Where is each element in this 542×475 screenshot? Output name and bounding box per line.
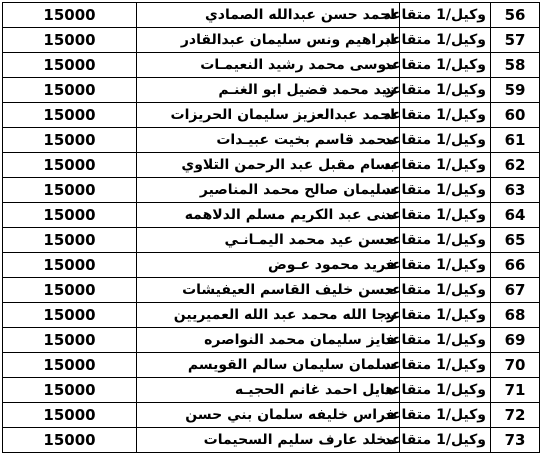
table-row (3, 353, 540, 378)
amount-cell: 15000 (3, 178, 137, 203)
rank-cell: وكيل/1 متقاعد (400, 153, 491, 178)
row-number-cell: 68 (491, 303, 540, 328)
table-row (3, 178, 540, 203)
rank-cell: وكيل/1 متقاعد (400, 253, 491, 278)
amount-cell: 15000 (3, 103, 137, 128)
row-number-cell: 72 (491, 403, 540, 428)
amount-cell: 15000 (3, 428, 137, 453)
name-cell: سلمان سليمان سالم القويسم (137, 353, 400, 378)
table-row (3, 78, 540, 103)
name-cell: منى عبد الكريم مسلم الدلاهمه (137, 203, 400, 228)
table-row (3, 103, 540, 128)
name-cell: مخلد عارف سليم السحيمات (137, 428, 400, 453)
amount-cell: 15000 (3, 53, 137, 78)
rank-cell: وكيل/1 متقاعد (400, 78, 491, 103)
table-row (3, 53, 540, 78)
name-cell: زيد محمد فضيل ابو الغنـم (137, 78, 400, 103)
table-row (3, 378, 540, 403)
row-number-cell: 62 (491, 153, 540, 178)
row-number-cell: 60 (491, 103, 540, 128)
row-number-cell: 65 (491, 228, 540, 253)
name-cell: حسن عيد محمد اليمـانـي (137, 228, 400, 253)
amount-cell: 15000 (3, 153, 137, 178)
amount-cell: 15000 (3, 128, 137, 153)
amount-cell: 15000 (3, 303, 137, 328)
rank-cell: وكيل/1 متقاعد (400, 328, 491, 353)
row-number-cell: 57 (491, 28, 540, 53)
row-number-cell: 69 (491, 328, 540, 353)
table-row (3, 28, 540, 53)
table-row (3, 303, 540, 328)
rank-cell: وكيل/1 متقاعد (400, 53, 491, 78)
row-number-cell: 67 (491, 278, 540, 303)
amount-cell: 15000 (3, 228, 137, 253)
row-number-cell: 61 (491, 128, 540, 153)
amount-cell: 15000 (3, 78, 137, 103)
rank-cell: وكيل/1 متقاعد (400, 403, 491, 428)
rank-cell: وكيل/1 متقاعد (400, 3, 491, 28)
name-cell: حسن خليف القاسم العيفيشات (137, 278, 400, 303)
row-number-cell: 59 (491, 78, 540, 103)
row-number-cell: 64 (491, 203, 540, 228)
table-row (3, 153, 540, 178)
amount-cell: 15000 (3, 28, 137, 53)
row-number-cell: 71 (491, 378, 540, 403)
name-cell: بسام مقبل عبد الرحمن التلاوي (137, 153, 400, 178)
rank-cell: وكيل/1 متقاعد (400, 428, 491, 453)
table-row (3, 3, 540, 28)
table-row (3, 428, 540, 453)
rank-cell: وكيل/1 متقاعد (400, 303, 491, 328)
amount-cell: 15000 (3, 253, 137, 278)
amount-cell: 15000 (3, 278, 137, 303)
rank-cell: وكيل/1 متقاعد (400, 128, 491, 153)
row-number-cell: 70 (491, 353, 540, 378)
amount-cell: 15000 (3, 403, 137, 428)
rank-cell: وكيل/1 متقاعد (400, 228, 491, 253)
table-row (3, 278, 540, 303)
name-cell: هايل احمد غانم الحجيـه (137, 378, 400, 403)
table-row (3, 203, 540, 228)
name-cell: سليمان صالح محمد المناصير (137, 178, 400, 203)
rank-cell: وكيل/1 متقاعد (400, 378, 491, 403)
row-number-cell: 73 (491, 428, 540, 453)
name-cell: ابراهيم ونس سليمان عبدالقادر (137, 28, 400, 53)
rank-cell: وكيل/1 متقاعد (400, 28, 491, 53)
rank-cell: وكيل/1 متقاعد (400, 203, 491, 228)
name-cell: موسى محمد رشيد النعيمـات (137, 53, 400, 78)
row-number-cell: 58 (491, 53, 540, 78)
roster-table (2, 2, 540, 453)
row-number-cell: 63 (491, 178, 540, 203)
roster-table-body (3, 3, 540, 453)
table-row (3, 403, 540, 428)
rank-cell: وكيل/1 متقاعد (400, 103, 491, 128)
rank-cell: وكيل/1 متقاعد (400, 278, 491, 303)
name-cell: محمد قاسم بخيت عبيـدات (137, 128, 400, 153)
name-cell: فراس خليفه سلمان بني حسن (137, 403, 400, 428)
amount-cell: 15000 (3, 378, 137, 403)
rank-cell: وكيل/1 متقاعد (400, 178, 491, 203)
amount-cell: 15000 (3, 203, 137, 228)
name-cell: احمد عبدالعزيز سليمان الحريزات (137, 103, 400, 128)
table-row (3, 228, 540, 253)
name-cell: فريد محمود عـوض (137, 253, 400, 278)
amount-cell: 15000 (3, 3, 137, 28)
table-row (3, 328, 540, 353)
table-row (3, 253, 540, 278)
row-number-cell: 56 (491, 3, 540, 28)
amount-cell: 15000 (3, 353, 137, 378)
amount-cell: 15000 (3, 328, 137, 353)
name-cell: رجا الله محمد عبد الله العميريين (137, 303, 400, 328)
table-row (3, 128, 540, 153)
rank-cell: وكيل/1 متقاعد (400, 353, 491, 378)
row-number-cell: 66 (491, 253, 540, 278)
name-cell: احمد حسن عبدالله الصمادي (137, 3, 400, 28)
name-cell: فايز سليمان محمد النواصره (137, 328, 400, 353)
